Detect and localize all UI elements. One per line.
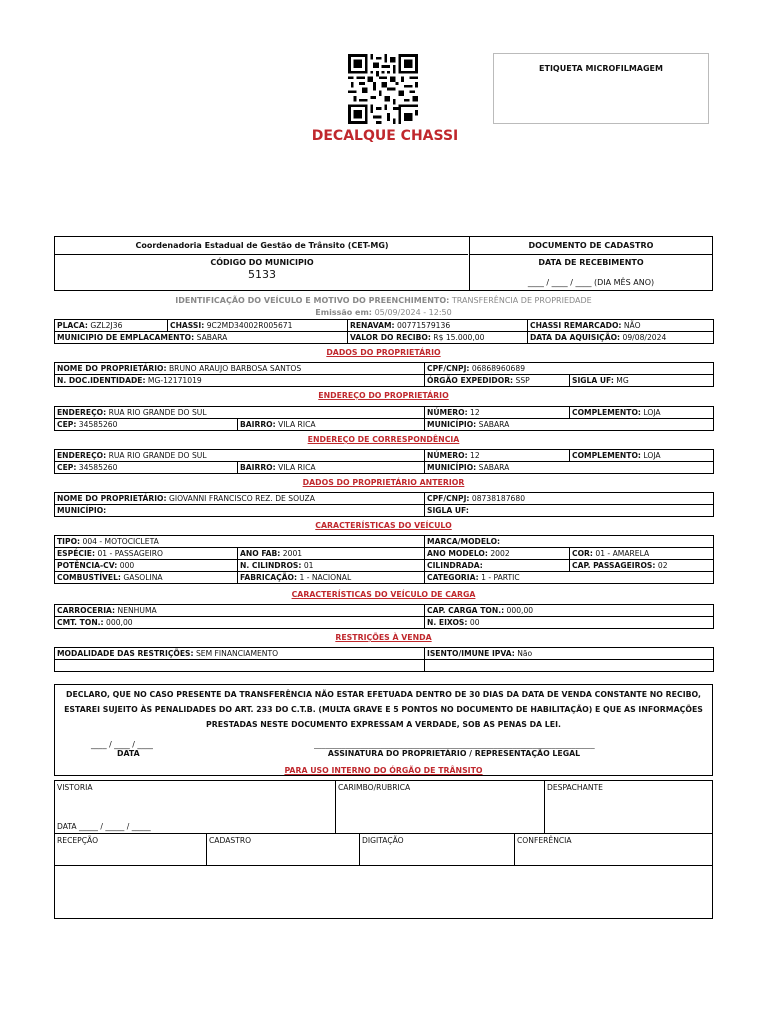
chassi-value: 9C2MD34002R005671 <box>206 321 293 330</box>
declaration-text: DECLARO, QUE NO CASO PRESENTE DA TRANSFERÊNCIA NÃO ESTAR EFETUADA DENTRO DE 30 DIAS DA DATA DE VENDA CONSTANTE NO RECIBO, ESTAREI SUJEITO ÀS PENALIDADES DO ART. 233 DO C.T.B. (MULTA GRAVE E 5 PONTOS NO DOCUMENTO DE HABILITAÇÃO) E QUE AS INFORMAÇÕES PRESTADAS NESTE DOCUMENTO EXPRESSAM A VERDADE, SOB AS PENAS DA LEI. <box>64 690 703 729</box>
correspondencia-table: ENDEREÇO: RUA RIO GRANDE DO SUL NÚMERO: 12 COMPLEMENTO: LOJA CEP: 34585260 BAIRRO: VILA RICA MUNICÍPIO: SABARA <box>54 449 714 474</box>
anterior-nome: GIOVANNI FRANCISCO REZ. DE SOUZA <box>168 494 315 503</box>
endereco-rua: RUA RIO GRANDE DO SUL <box>108 408 207 417</box>
endereco-table: ENDEREÇO: RUA RIO GRANDE DO SUL NÚMERO: 12 COMPLEMENTO: LOJA CEP: 34585260 BAIRRO: VILA RICA MUNICÍPIO: SABARA <box>54 406 714 431</box>
combustivel-value: GASOLINA <box>123 573 163 582</box>
corresp-numero: 12 <box>470 451 480 460</box>
ano-fab-value: 2001 <box>282 549 303 558</box>
cilindros-value: 01 <box>303 561 314 570</box>
carimbo-label: CARIMBO/RUBRICA <box>338 783 411 792</box>
cadastro-label: CADASTRO <box>209 836 252 845</box>
identificacao-line <box>54 296 713 305</box>
vehicle-id-table: PLACA: GZL2J36 CHASSI: 9C2MD34002R005671 RENAVAM: 00771579136 CHASSI REMARCADO: NÃO MUNICIPIO DE EMPLACAMENTO: SABARA VALOR DO RECIBO: R$ 15.000,00 DATA DA AQUISIÇÃO: 09/08/2024 <box>54 319 714 344</box>
internal-notes-box <box>54 865 713 919</box>
emissao-value: 05/09/2024 - 12:50 <box>374 308 452 317</box>
anterior-table: NOME DO PROPRIETÁRIO: GIOVANNI FRANCISCO REZ. DE SOUZA CPF/CNPJ: 08738187680 MUNICÍPIO: SIGLA UF: <box>54 492 714 517</box>
eixos-value: 00 <box>469 618 480 627</box>
endereco-bairro: VILA RICA <box>278 420 316 429</box>
microfilm-label: ETIQUETA MICROFILMAGEM <box>539 64 663 73</box>
vistoria-date: DATA _____ / _____ / _____ <box>57 822 151 831</box>
marca-modelo-label: MARCA/MODELO: <box>427 537 501 546</box>
digitacao-label: DIGITAÇÃO <box>362 836 404 845</box>
endereco-numero: 12 <box>470 408 480 417</box>
proprietario-nome: BRUNO ARAUJO BARBOSA SANTOS <box>168 364 302 373</box>
section-proprietario: DADOS DO PROPRIETÁRIO <box>326 348 441 357</box>
microfilm-label-box <box>493 53 709 124</box>
endereco-cep: 34585260 <box>78 420 118 429</box>
cmt-value: 000,00 <box>106 618 133 627</box>
carimbo-box <box>335 780 545 834</box>
cadastro-box <box>206 833 360 866</box>
despachante-box <box>544 780 713 834</box>
header-box <box>54 236 713 291</box>
potencia-value: 000 <box>119 561 135 570</box>
placa-value: GZL2J36 <box>90 321 123 330</box>
proprietario-table: NOME DO PROPRIETÁRIO: BRUNO ARAUJO BARBOSA SANTOS CPF/CNPJ: 06868960689 N. DOC.IDENTIDADE: MG-12171019 ÓRGÃO EXPEDIDOR: SSP SIGLA UF: MG <box>54 362 714 387</box>
modalidade-value: SEM FINANCIAMENTO <box>195 649 279 658</box>
tipo-value: 004 - MOTOCICLETA <box>82 537 159 546</box>
doc-type: DOCUMENTO DE CADASTRO <box>528 241 654 250</box>
signature-line: ________________________________________________________________________ <box>314 740 595 749</box>
restricoes-table: MODALIDADE DAS RESTRIÇÕES: SEM FINANCIAMENTO ISENTO/IMUNE IPVA: Não <box>54 647 714 672</box>
section-interno: PARA USO INTERNO DO ÓRGÃO DE TRÂNSITO <box>284 766 483 775</box>
vistoria-label: VISTORIA <box>57 783 93 792</box>
org-name: Coordenadoria Estadual de Gestão de Trânsito (CET-MG) <box>135 241 389 250</box>
identificacao-label: IDENTIFICAÇÃO DO VEÍCULO E MOTIVO DO PREENCHIMENTO: <box>175 296 450 305</box>
digitacao-box <box>359 833 515 866</box>
proprietario-cpf: 06868960689 <box>471 364 526 373</box>
section-endereco: ENDEREÇO DO PROPRIETÁRIO <box>318 391 449 400</box>
proprietario-uf: MG <box>616 376 629 385</box>
anterior-uf-label: SIGLA UF: <box>427 506 469 515</box>
data-aquisicao-value: 09/08/2024 <box>622 333 667 342</box>
carroceria-value: NENHUMA <box>117 606 157 615</box>
carga-table: CARROCERIA: NENHUMA CAP. CARGA TON.: 000,00 CMT. TON.: 000,00 N. EIXOS: 00 <box>54 604 714 629</box>
fabricacao-value: 1 - NACIONAL <box>299 573 352 582</box>
despachante-label: DESPACHANTE <box>547 783 603 792</box>
recebimento-value: ____ / ____ / ____ (DIA MÊS ANO) <box>527 278 655 287</box>
section-anterior: DADOS DO PROPRIETÁRIO ANTERIOR <box>302 478 465 487</box>
section-caracteristicas: CARACTERÍSTICAS DO VEÍCULO <box>315 521 452 530</box>
endereco-municipio: SABARA <box>478 420 510 429</box>
chassi-remarcado-value: NÃO <box>623 321 641 330</box>
caracteristicas-table: TIPO: 004 - MOTOCICLETA MARCA/MODELO: ESPÉCIE: 01 - PASSAGEIRO ANO FAB: 2001 ANO MODELO: 2002 COR: 01 - AMARELA POTÊNCIA-CV: 000 N. CILINDROS: 01 CILINDRADA: CAP. PASSAGEIROS: 02 COMBUSTÍVEL: GASOLINA FABRICAÇÃO: 1 - NACIONAL CATEGORIA: 1 - PARTIC <box>54 535 714 584</box>
municipio-code-label: CÓDIGO DO MUNICIPIO <box>210 258 314 267</box>
ipva-value: Não <box>517 649 533 658</box>
corresp-bairro: VILA RICA <box>278 463 316 472</box>
section-restricoes: RESTRIÇÕES À VENDA <box>335 633 432 642</box>
conferencia-box <box>514 833 713 866</box>
recepcao-label: RECEPÇÃO <box>57 836 99 845</box>
declaration-box <box>54 684 713 776</box>
section-carga: CARACTERÍSTICAS DO VEÍCULO DE CARGA <box>291 590 476 599</box>
document-title: DECALQUE CHASSI <box>311 128 459 144</box>
recepcao-box <box>54 833 207 866</box>
cilindrada-label: CILINDRADA: <box>427 561 483 570</box>
municipio-emplacamento-value: SABARA <box>196 333 228 342</box>
valor-recibo-value: R$ 15.000,00 <box>433 333 485 342</box>
corresp-municipio: SABARA <box>478 463 510 472</box>
qr-code <box>346 54 420 124</box>
identificacao-value: TRANSFERÊNCIA DE PROPRIEDADE <box>451 296 592 305</box>
proprietario-orgao: SSP <box>515 376 530 385</box>
corresp-cep: 34585260 <box>78 463 118 472</box>
anterior-cpf: 08738187680 <box>471 494 526 503</box>
cap-passageiros-value: 02 <box>657 561 668 570</box>
conferencia-label: CONFERÊNCIA <box>517 836 572 845</box>
signature-label: ASSINATURA DO PROPRIETÁRIO / REPRESENTAÇÃO LEGAL <box>327 749 581 758</box>
cap-carga-value: 000,00 <box>506 606 534 615</box>
endereco-complemento: LOJA <box>643 408 661 417</box>
renavam-value: 00771579136 <box>397 321 451 330</box>
anterior-municipio-label: MUNICÍPIO: <box>57 506 107 515</box>
cor-value: 01 - AMARELA <box>595 549 650 558</box>
emissao-line <box>54 308 713 317</box>
especie-value: 01 - PASSAGEIRO <box>97 549 164 558</box>
declaration-date-label: DATA <box>117 749 140 758</box>
declaration-date-blank: ____ / ____ / ____ <box>91 740 153 749</box>
corresp-rua: RUA RIO GRANDE DO SUL <box>108 451 207 460</box>
categoria-value: 1 - PARTIC <box>481 573 520 582</box>
emissao-label: Emissão em: <box>315 308 373 317</box>
recebimento-label: DATA DE RECEBIMENTO <box>538 258 644 267</box>
vistoria-box <box>54 780 336 834</box>
municipio-code-value: 5133 <box>248 268 276 281</box>
ano-modelo-value: 2002 <box>490 549 510 558</box>
section-correspondencia: ENDEREÇO DE CORRESPONDÊNCIA <box>307 435 460 444</box>
proprietario-doc: MG-12171019 <box>147 376 202 385</box>
corresp-complemento: LOJA <box>643 451 661 460</box>
